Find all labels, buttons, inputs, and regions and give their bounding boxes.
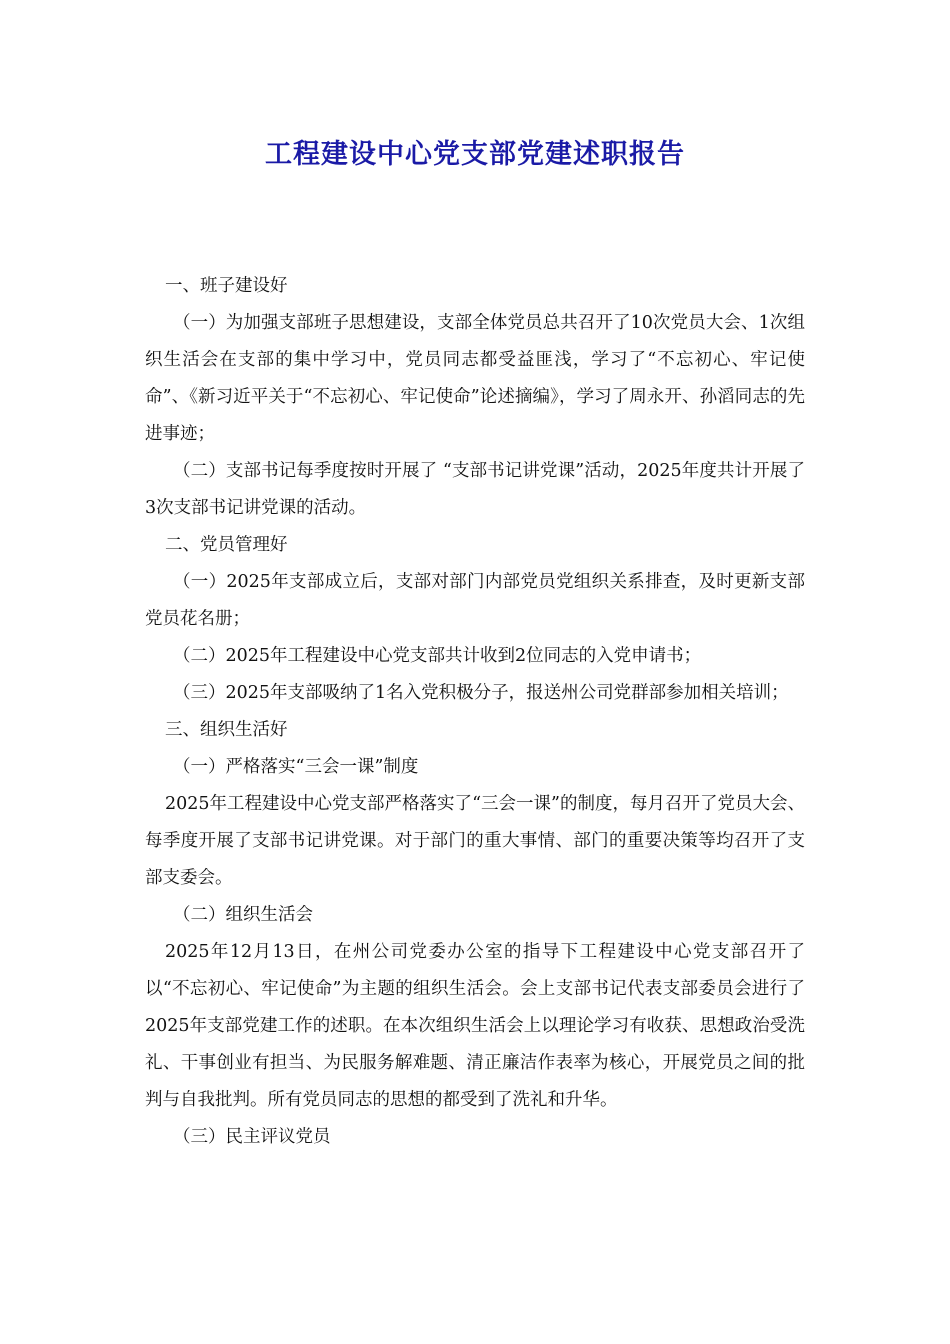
paragraph: 2025年12月13日，在州公司党委办公室的指导下工程建设中心党支部召开了以“不忘初心、牢记使命”为主题的组织生活会。会上支部书记代表支部委员会进行了2025年支部党建工作的述职。在本次组织生活会上以理论学习有收获、思想政治受洗礼、干事创业有担当、为民服务解难题、清正廉洁作表率为核心，开展党员之间的批判与自我批判。所有党员同志的思想的都受到了洗礼和升华。 [145, 942, 805, 1110]
subsection-heading: （一）严格落实“三会一课”制度 [173, 757, 419, 777]
paragraph: （三）2025年支部吸纳了1名入党积极分子，报送州公司党群部参加相关培训； [173, 683, 789, 703]
section-heading-3: 三、组织生活好 [165, 720, 288, 740]
subsection-heading: （二）组织生活会 [173, 905, 313, 925]
subsection-heading: （三）民主评议党员 [173, 1127, 331, 1147]
paragraph: （一）2025年支部成立后，支部对部门内部党员党组织关系排查，及时更新支部党员花名册； [145, 572, 805, 629]
section-heading-2: 二、党员管理好 [165, 535, 288, 555]
paragraph: （二）支部书记每季度按时开展了 “支部书记讲党课”活动，2025年度共计开展了3次支部书记讲党课的活动。 [145, 461, 805, 518]
paragraph: （二）2025年工程建设中心党支部共计收到2位同志的入党申请书； [173, 646, 702, 666]
paragraph: （一）为加强支部班子思想建设，支部全体党员总共召开了10次党员大会、1次组织生活会在支部的集中学习中，党员同志都受益匪浅，学习了“不忘初心、牢记使命”、《新习近平关于“不忘初心、牢记使命”论述摘编》，学习了周永开、孙滔同志的先进事迹； [145, 313, 805, 444]
section-heading-1: 一、班子建设好 [165, 276, 288, 296]
document-title: 工程建设中心党支部党建述职报告 [265, 139, 685, 170]
paragraph: 2025年工程建设中心党支部严格落实了“三会一课”的制度，每月召开了党员大会、每季度开展了支部书记讲党课。对于部门的重大事情、部门的重要决策等均召开了支部支委会。 [145, 794, 805, 888]
document-body [145, 268, 805, 1156]
